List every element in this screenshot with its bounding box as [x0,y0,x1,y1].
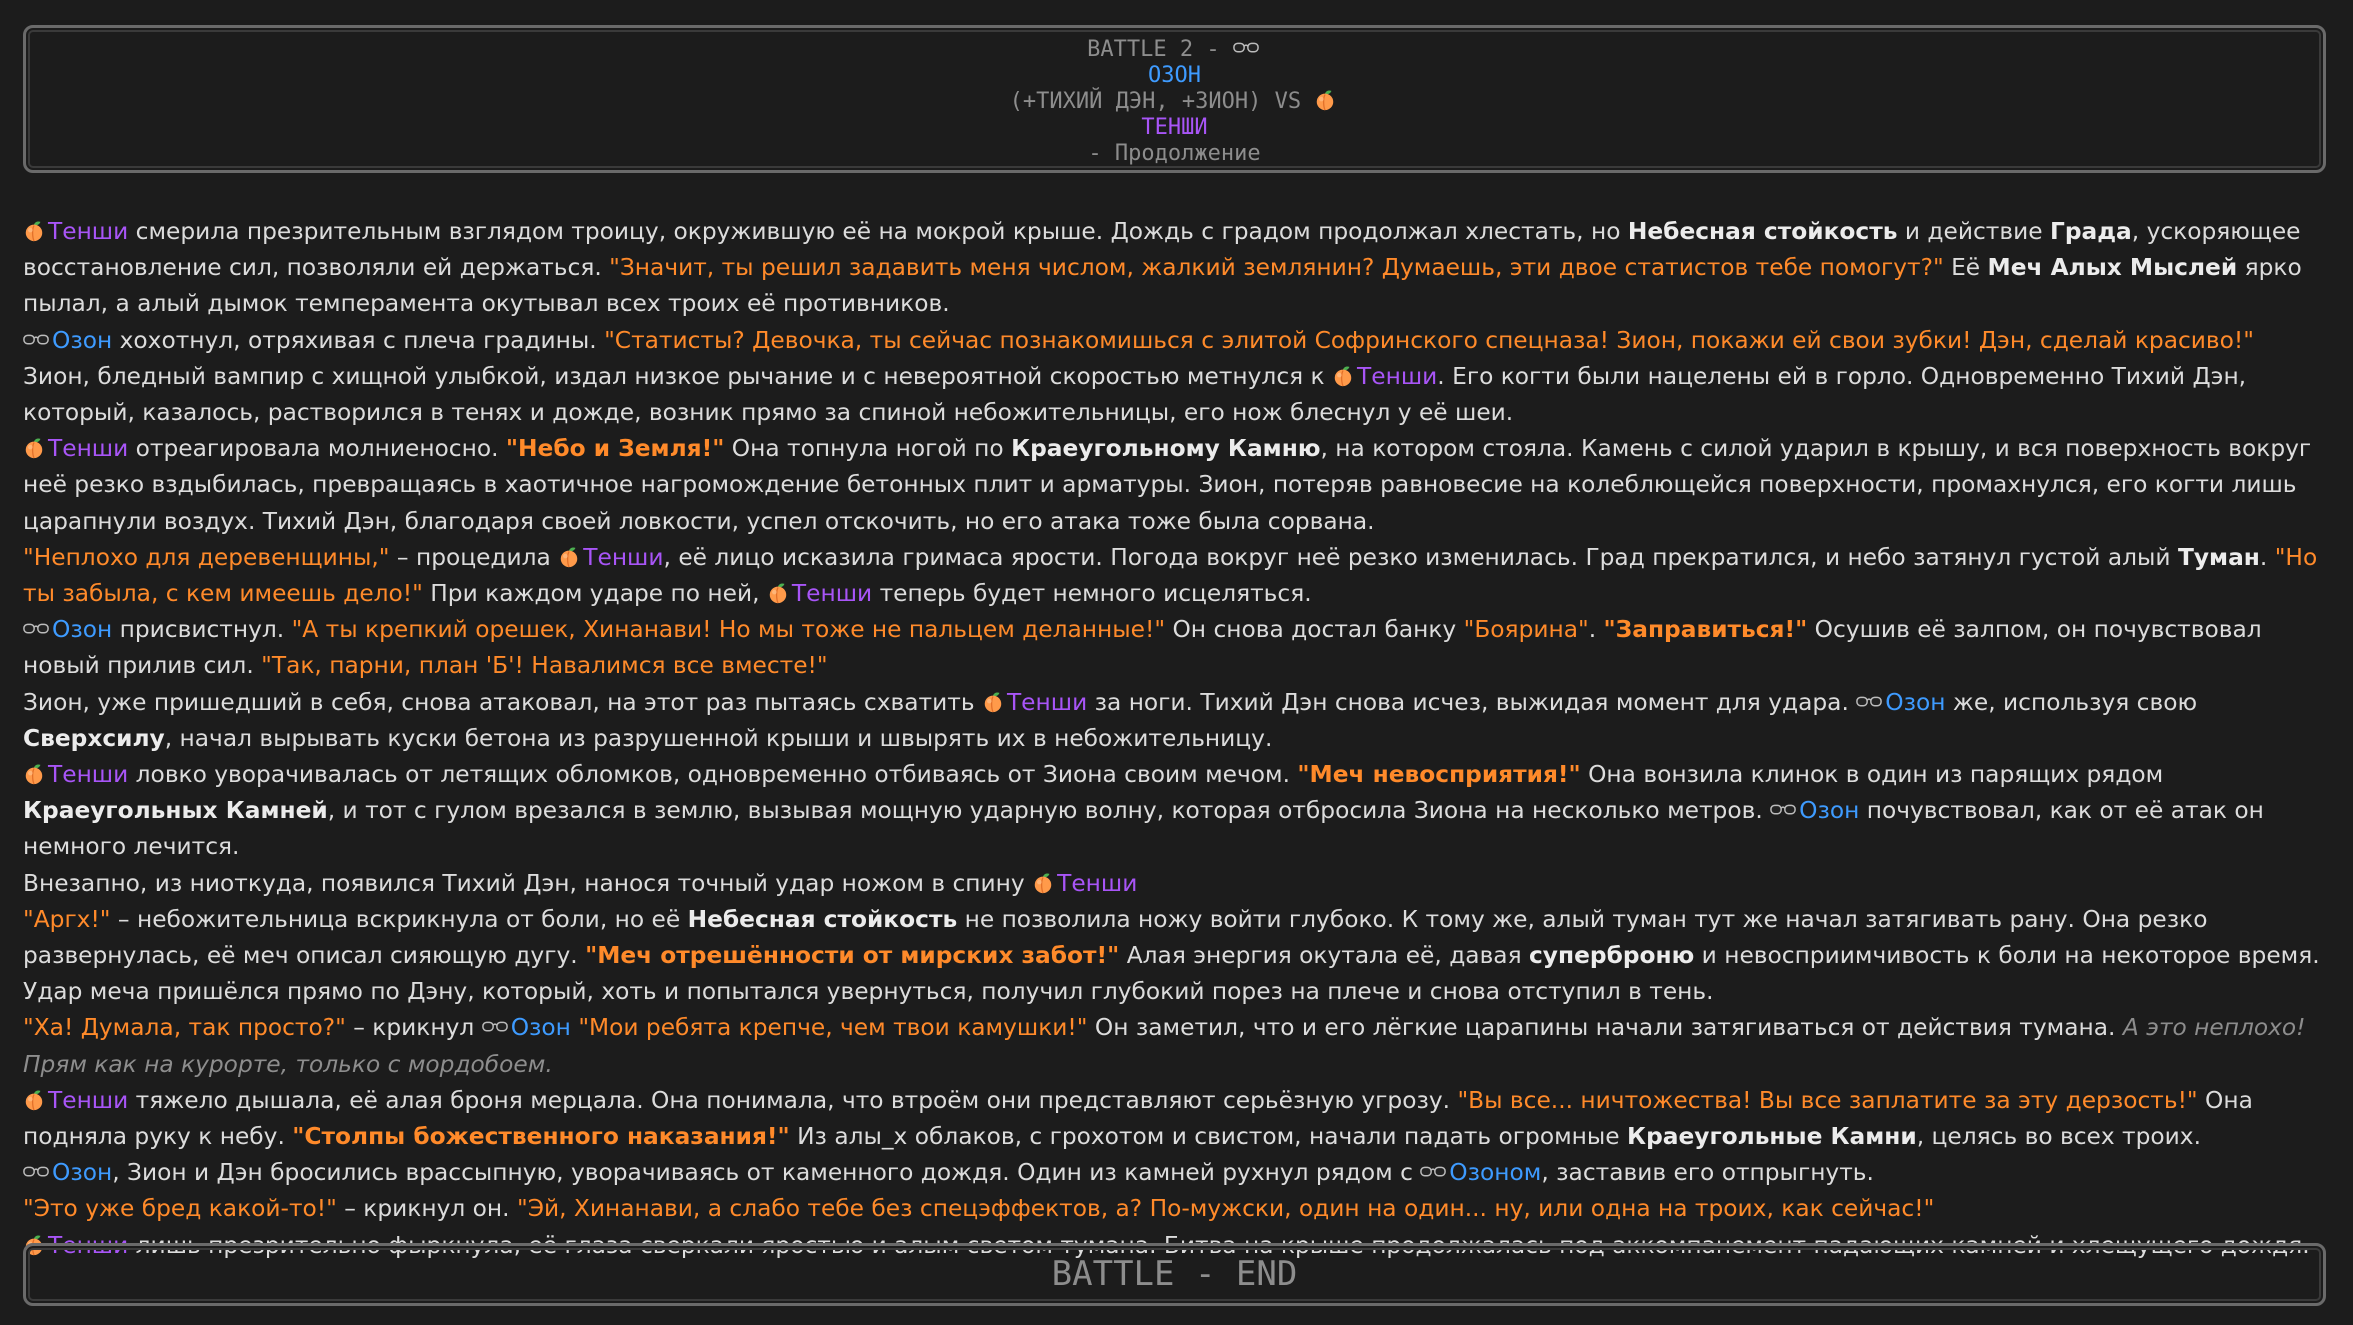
peach-icon [23,220,45,242]
skill-quote: "Заправиться!" [1603,616,1808,644]
bold-term: Краеугольных Камней [23,797,328,825]
skill-quote: "Столпы божественного наказания!" [292,1123,790,1151]
story-paragraph [23,1191,2333,1227]
text: , заставив его отпрыгнуть. [1541,1159,1874,1187]
header-tenshi: ТЕНШИ [1141,115,1208,140]
text: , на котором стояла. Камень с силой ударил в крышу, и вся поверхность вокруг неё резко вздыбилась, превращаясь в хаотичное нагромождение бетонных плит и арматуры. Зион, потеряв равновесие на колеблющейся поверхности, промахнулся, его когти лишь царапнули воздух. Тихий Дэн, благодаря своей ловкости, успел отскочить, но его атака тоже была сорвана. [23,435,2312,535]
name-tenshi: Тенши [1057,869,1138,897]
text: почувствовал, как от её атак он немного лечится. [23,797,2264,861]
quote: "Но ты забыла, с кем имеешь дело!" [23,543,2318,608]
name-ozon: Озон [52,1159,113,1187]
skill-quote: "Небо и Земля!" [505,435,725,463]
name-tenshi: Тенши [48,435,129,463]
text: теперь будет немного исцеляться. [872,580,1312,608]
sunglasses-icon [23,621,49,637]
sunglasses-icon [1856,694,1882,710]
text: , Зион и Дэн бросились врассыпную, уворачиваясь от каменного дождя. Один из камней рухнул рядом с [112,1159,1421,1187]
name-ozonom: Озоном [1449,1159,1542,1187]
header-line-3 [26,89,2323,115]
quote: "Аргх!" [23,905,111,933]
bold-term: Сверхсилу [23,724,165,752]
text: Зион, бледный вампир с хищной улыбкой, издал низкое рычание и с невероятной скоростью метнулся к [23,362,1333,390]
battle-header [23,25,2326,173]
text: . [1588,616,1604,644]
text: ярко пылал, а алый дымок темперамента окутывал всех троих её противников. [23,254,2302,318]
peach-icon [1032,872,1054,894]
peach-icon [23,1089,45,1111]
bold-term: Туман [2177,543,2260,571]
inner-thought: А это неплохо! Прям как на курорте, только с мордобоем. [23,1014,2306,1078]
story-paragraph [23,214,2333,323]
story-paragraph [23,359,2333,431]
bold-term: Небесная стойкость [687,905,958,933]
story-paragraph [23,685,2333,757]
quote: "Боярина" [1463,616,1589,644]
header-ozon: ОЗОН [1148,63,1201,88]
text: смерила презрительным взглядом троицу, окружившую её на мокрой крыше. Дождь с градом продолжал хлестать, но [128,218,1628,245]
sunglasses-icon [23,332,49,348]
text: , её лицо исказила гримаса ярости. Погода вокруг неё резко изменилась. Град прекратился, и небо затянул густой алый [663,543,2178,571]
quote: "Так, парни, план 'Б'! Навалимся все вместе!" [261,652,828,680]
text: и действие [1897,218,2050,245]
name-tenshi: Тенши [48,1086,129,1114]
header-continuation: - Продолжение [1088,141,1261,166]
name-tenshi: Тенши [1006,688,1088,716]
quote: "А ты крепкий орешек, Хинанави! Но мы тоже не пальцем деланные!" [291,616,1166,644]
text: Она вонзила клинок в один из парящих рядом [1580,761,2164,789]
text: – процедила [389,543,559,571]
story-paragraph [23,902,2333,1011]
text: за ноги. Тихий Дэн снова исчез, выжидая момент для удара. [1087,688,1857,716]
text: Из алы_х облаков, с грохотом и свистом, начали падать огромные [789,1123,1628,1151]
bold-term: Краеугольному Камню [1011,435,1321,463]
text: . [2259,543,2275,571]
quote: "Неплохо для деревенщины," [23,543,390,571]
name-ozon: Озон [52,326,113,354]
text: , и тот с гулом врезался в землю, вызывая мощную ударную волну, которая отбросила Зиона на несколько метров. [327,797,1771,825]
header-allies: (+ТИХИЙ ДЭН, +ЗИОН) VS [1009,89,1315,114]
name-ozon: Озон [1799,797,1860,825]
bold-term: Краеугольные Камни [1627,1123,1917,1151]
battle-end-label: BATTLE - END [1051,1254,1298,1294]
text: , начал вырывать куски бетона из разрушенной крыши и швырять их в небожительницу. [164,724,1273,752]
quote: "Статисты? Девочка, ты сейчас познакомишься с элитой Софринского спецназа! Зион, покажи ей свои зубки! Дэн, сделай красиво!" [604,326,2254,354]
peach-icon [1332,365,1354,387]
story-paragraph [23,1083,2333,1155]
text: лишь презрительно фыркнула, её глаза сверкали яростью и алым светом тумана. Битва на крыше продолжалась под аккомпанемент падающих камней и хлещущего дождя. [128,1231,2310,1259]
story-paragraph [23,1155,2333,1191]
text: Внезапно, из ниоткуда, появился Тихий Дэн, нанося точный удар ножом в спину [23,869,1033,897]
story-paragraph [23,866,2333,902]
quote: "Ха! Думала, так просто?" [23,1014,346,1042]
text: – крикнул он. [336,1195,517,1223]
name-tenshi: Тенши [48,218,129,245]
story-text [23,214,2333,1264]
story-paragraph [23,431,2333,540]
quote: "Вы все... ничтожества! Вы все заплатите за эту дерзость!" [1457,1086,2198,1114]
quote: "Это уже бред какой-то!" [23,1195,337,1223]
text: ловко уворачивалась от летящих обломков, одновременно отбиваясь от Зиона своим мечом. [128,761,1298,789]
text: При каждом ударе по ней, [422,580,767,608]
skill-quote: "Меч отрешённости от мирских забот!" [585,942,1120,970]
name-ozon: Озон [510,1014,571,1042]
text: Она подняла руку к небу. [23,1086,2253,1151]
peach-icon [23,437,45,459]
text: Зион, уже пришедший в себя, снова атаковал, на этот раз пытаясь схватить [23,688,982,716]
text: не позволила ножу войти глубоко. К тому же, алый туман тут же начал затягивать рану. Она резко развернулась, её меч описал сияющую дугу. [23,905,2208,970]
text: Осушив её залпом, он почувствовал новый прилив сил. [23,616,2262,680]
quote: "Эй, Хинанави, а слабо тебе без спецэффектов, а? По-мужски, один на один... ну, или одна на троих, как сейчас!" [516,1195,1935,1223]
peach-icon [767,582,789,604]
story-paragraph [23,540,2333,612]
header-battle-label: BATTLE 2 - [1087,37,1233,62]
sunglasses-icon [1770,802,1796,818]
text: отреагировала молниеносно. [128,435,506,463]
header-line-1 [26,37,2323,63]
quote: "Мои ребята крепче, чем твои камушки!" [578,1014,1088,1042]
name-ozon: Озон [52,616,113,644]
text: – крикнул [345,1014,482,1042]
name-tenshi: Тенши [583,543,664,571]
text: , целясь во всех троих. [1916,1123,2201,1151]
text: . Его когти были нацелены ей в горло. Одновременно Тихий Дэн, который, казалось, растворился в тенях и дожде, возник прямо за спиной небожительницы, его нож блеснул у её шеи. [23,362,2247,427]
text: хохотнул, отряхивая с плеча градины. [112,326,605,354]
text: и невосприимчивость к боли на некоторое время. Удар меча пришёлся прямо по Дэну, который, хоть и попытался увернуться, получил глубокий порез на плече и снова отступил в тень. [23,942,2320,1006]
battle-end-footer [23,1243,2326,1306]
name-tenshi: Тенши [48,761,129,789]
bold-term: суперброню [1529,942,1695,970]
bold-term: Меч Алых Мыслей [1987,254,2238,282]
peach-icon [982,691,1004,713]
name-tenshi: Тенши [48,1231,129,1259]
quote: "Значит, ты решил задавить меня числом, жалкий землянин? Думаешь, эти двое статистов тебе помогут?" [609,254,1944,282]
sunglasses-icon [482,1019,508,1035]
name-tenshi: Тенши [1357,362,1438,390]
sunglasses-icon [23,1164,49,1180]
text: – небожительница вскрикнула от боли, но её [110,905,688,933]
story-paragraph [23,757,2333,866]
peach-icon [558,546,580,568]
bold-term: Града [2049,218,2132,245]
skill-quote: "Меч невосприятия!" [1297,761,1581,789]
text: тяжело дышала, её алая броня мерцала. Она понимала, что втроём они представляют серьёзную угрозу. [128,1086,1458,1114]
sunglasses-icon [1233,40,1259,56]
text: Он снова достал банку [1165,616,1464,644]
name-tenshi: Тенши [791,580,873,608]
text: Он заметил, что и его лёгкие царапины начали затягиваться от действия тумана. [1087,1014,2123,1042]
peach-icon [1314,89,1336,111]
story-paragraph [23,1010,2333,1082]
story-paragraph [23,323,2333,359]
sunglasses-icon [1420,1164,1446,1180]
text: присвистнул. [112,616,292,644]
peach-icon [23,763,45,785]
text: Она топнула ногой по [724,435,1012,463]
name-ozon: Озон [1885,688,1946,716]
text: Её [1943,254,1988,282]
text: , ускоряющее восстановление сил, позволяли ей держаться. [23,218,2301,282]
text: же, используя свою [1945,688,2198,716]
story-paragraph [23,612,2333,684]
text: Алая энергия окутала её, давая [1119,942,1529,970]
bold-term: Небесная стойкость [1627,218,1898,245]
